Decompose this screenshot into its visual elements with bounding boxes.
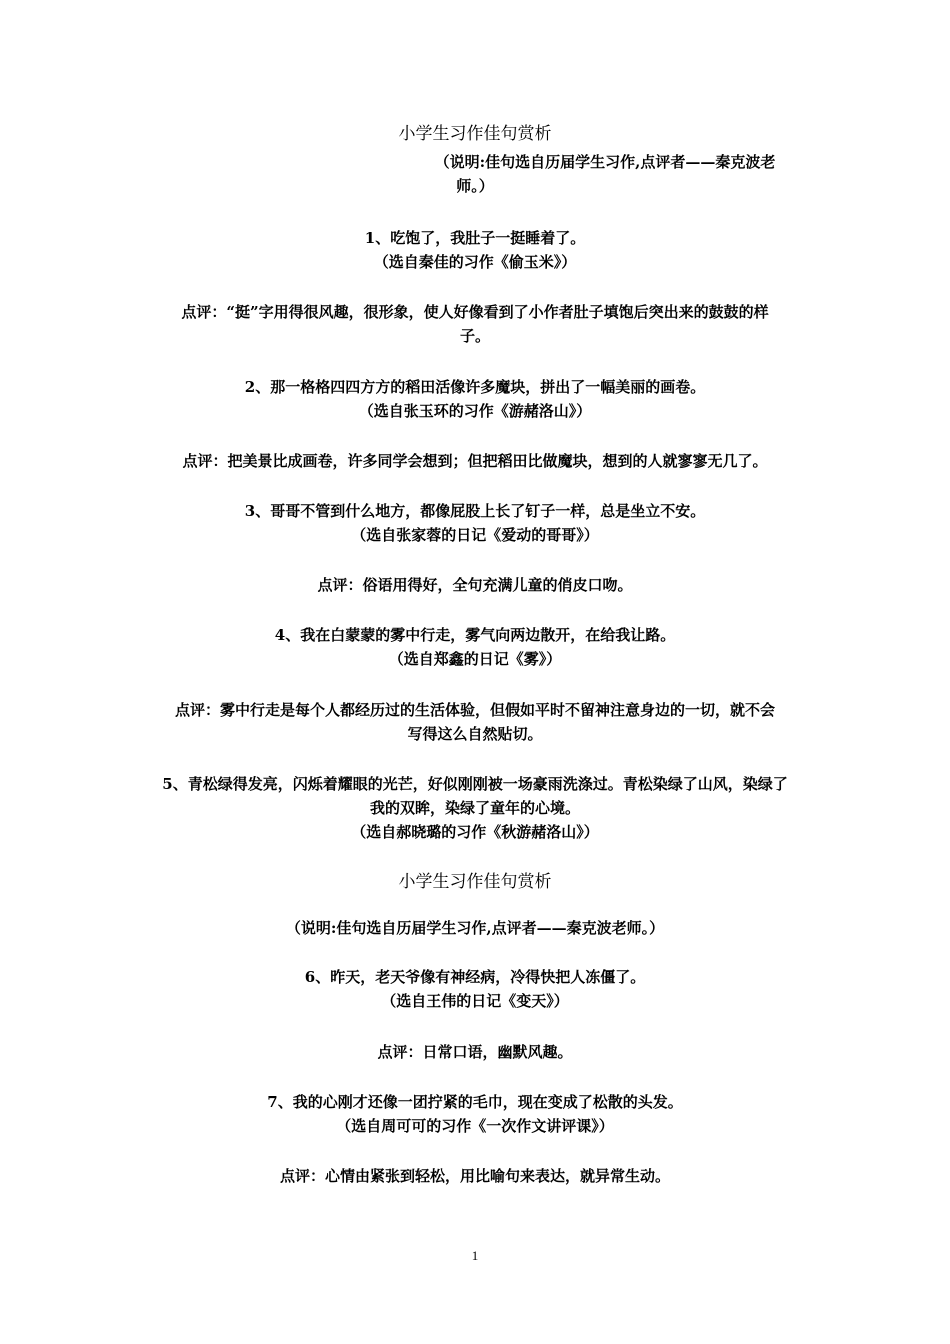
item-7-source: （选自周可可的习作《一次作文讲评课》） xyxy=(336,1117,614,1135)
item-5-source: （选自郝晓璐的习作《秋游赭洛山》） xyxy=(351,823,599,841)
item-4-source: （选自郑鑫的日记《雾》） xyxy=(388,650,562,668)
item-4-comment-line-1: 点评：雾中行走是每个人都经历过的生活体验，但假如平时不留神注意身边的一切，就不会 xyxy=(174,701,775,719)
item-2-sentence: 2、那一格格四四方方的稻田活像许多魔块，拼出了一幅美丽的画卷。 xyxy=(244,378,706,396)
item-1-comment-line-1: 点评：“挺”字用得很风趣，很形象，使人好像看到了小作者肚子填饱后突出来的鼓鼓的样 xyxy=(181,303,769,321)
item-7-comment: 点评：心情由紧张到轻松，用比喻句来表达，就异常生动。 xyxy=(279,1167,670,1185)
item-1-source: （选自秦佳的习作《偷玉米》） xyxy=(373,253,577,271)
item-4-comment-line-2: 写得这么自然贴切。 xyxy=(407,725,543,743)
section-2-title: 小学生习作佳句赏析 xyxy=(398,872,552,892)
item-7-sentence: 7、我的心刚才还像一团拧紧的毛巾，现在变成了松散的头发。 xyxy=(267,1093,683,1111)
item-5-sentence-line-2: 我的双眸，染绿了童年的心境。 xyxy=(369,799,580,817)
item-1-sentence: 1、吃饱了，我肚子一挺睡着了。 xyxy=(364,229,586,247)
item-6-source: （选自王伟的日记《变天》） xyxy=(381,992,569,1010)
item-4-sentence: 4、我在白蒙蒙的雾中行走，雾气向两边散开，在给我让路。 xyxy=(274,626,676,644)
section-2-note: （说明:佳句选自历届学生习作,点评者——秦克波老师。） xyxy=(285,919,665,937)
item-3-sentence: 3、哥哥不管到什么地方，都像屁股上长了钉子一样，总是坐立不安。 xyxy=(244,502,706,520)
item-2-comment: 点评：把美景比成画卷，许多同学会想到；但把稻田比做魔块，想到的人就寥寥无几了。 xyxy=(182,452,768,470)
note-line-2: 师。） xyxy=(456,177,494,195)
page-title: 小学生习作佳句赏析 xyxy=(398,124,552,144)
item-2-source: （选自张玉环的习作《游赭洛山》） xyxy=(358,402,592,420)
item-5-sentence-line-1: 5、青松绿得发亮，闪烁着耀眼的光芒，好似刚刚被一场豪雨洗涤过。青松染绿了山风，染绿了 xyxy=(162,775,788,793)
item-6-comment: 点评：日常口语，幽默风趣。 xyxy=(377,1043,573,1061)
item-1-comment-line-2: 子。 xyxy=(459,327,490,345)
item-3-source: （选自张家蓉的日记《爱动的哥哥》） xyxy=(351,526,599,544)
page-number: 1 xyxy=(471,1248,479,1263)
item-6-sentence: 6、昨天，老天爷像有神经病，冷得快把人冻僵了。 xyxy=(304,968,646,986)
note-line-1: （说明:佳句选自历届学生习作,点评者——秦克波老 xyxy=(434,153,776,171)
item-3-comment: 点评：俗语用得好，全句充满儿童的俏皮口吻。 xyxy=(317,576,633,594)
